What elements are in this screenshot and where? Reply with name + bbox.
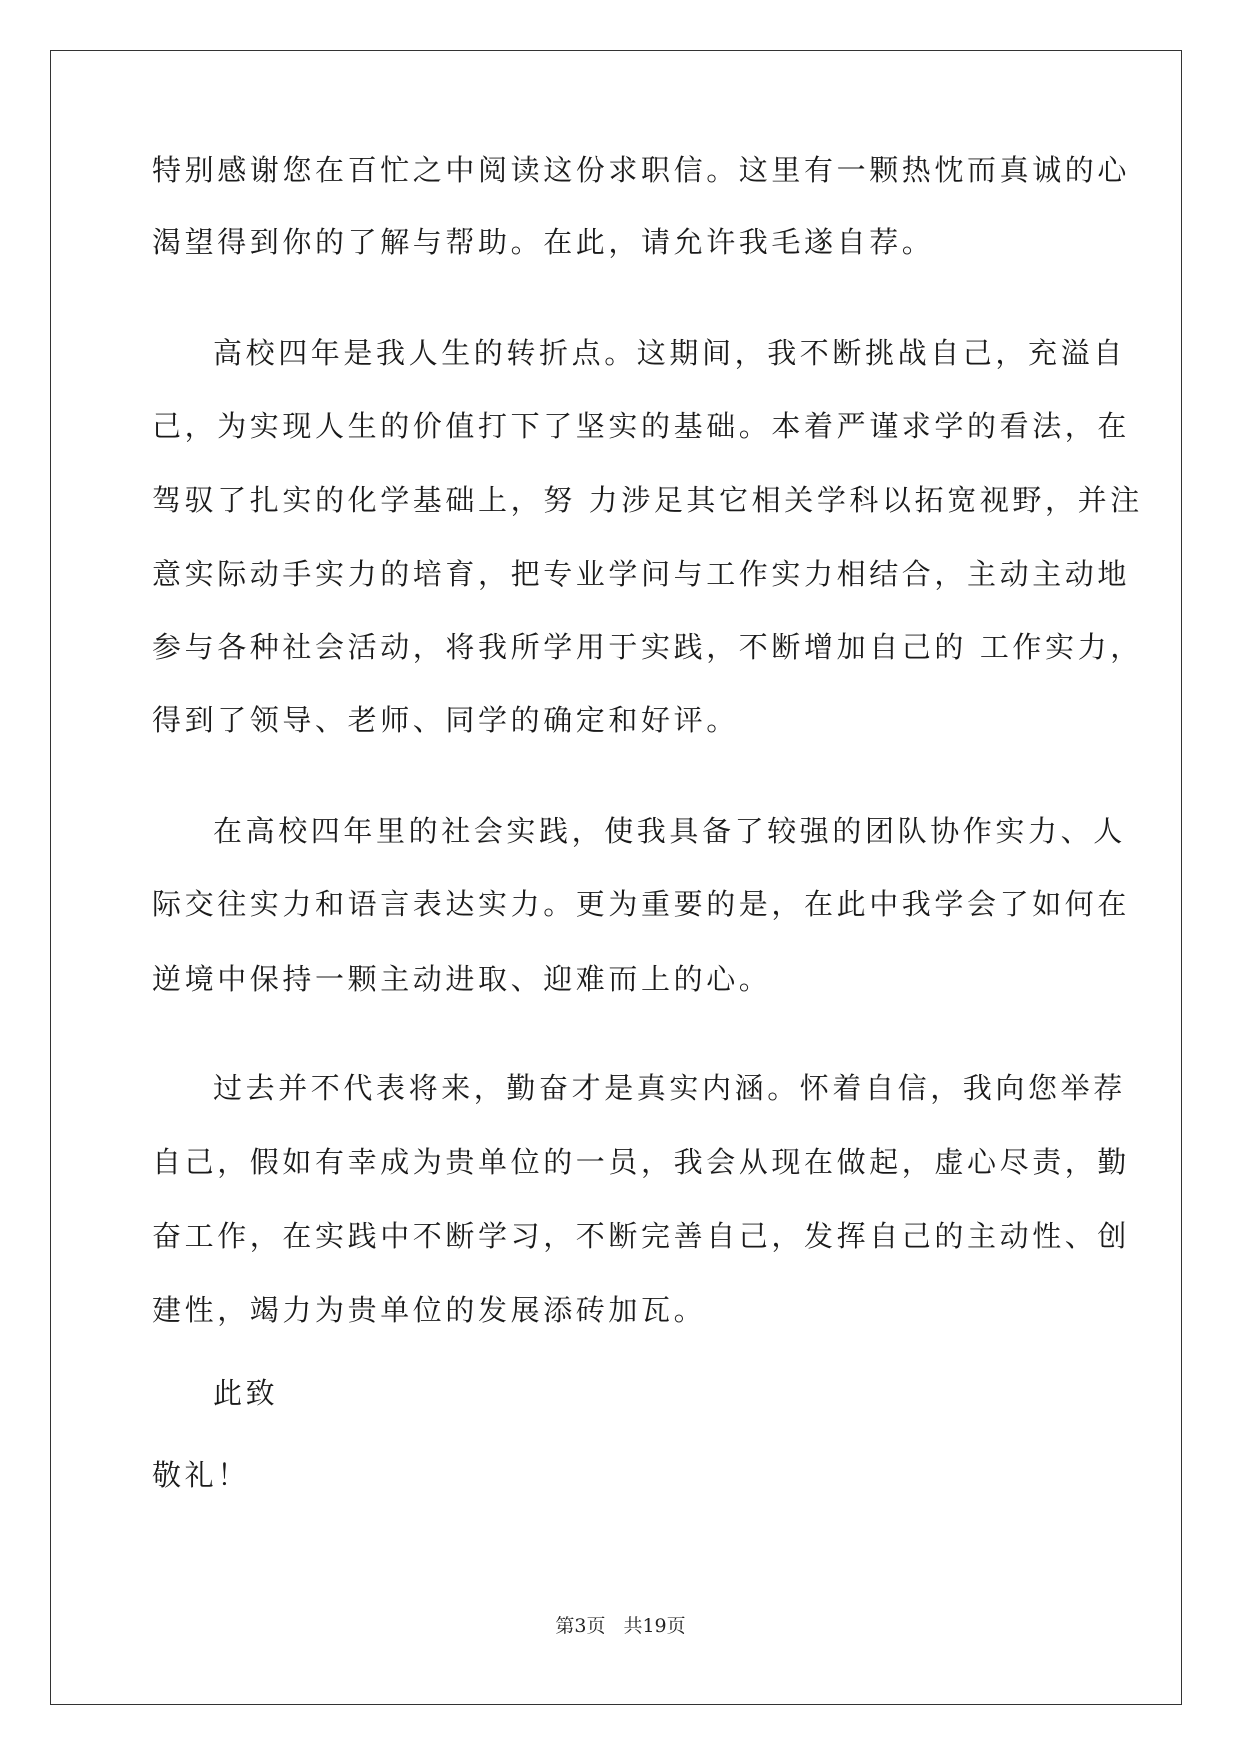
salutation-line: 敬礼！ (152, 1458, 250, 1492)
text-line: 驾驭了扎实的化学基础上，努 力涉足其它相关学科以拓宽视野，并注 (152, 483, 1143, 517)
page-footer (0, 1614, 1241, 1638)
text-line: 自己，假如有幸成为贵单位的一员，我会从现在做起，虚心尽责，勤 (152, 1145, 1131, 1179)
text-line: 过去并不代表将来，勤奋才是真实内涵。怀着自信，我向您举荐 (213, 1071, 1126, 1105)
text-line: 得到了领导、老师、同学的确定和好评。 (152, 703, 739, 737)
page-total: 共19页 (623, 1615, 686, 1637)
text-line: 高校四年是我人生的转折点。这期间，我不断挑战自己，充溢自 (213, 336, 1126, 370)
text-line: 己，为实现人生的价值打下了坚实的基础。本着严谨求学的看法，在 (152, 409, 1131, 443)
text-line: 特别感谢您在百忙之中阅读这份求职信。这里有一颗热忱而真诚的心 (152, 153, 1131, 187)
text-line: 际交往实力和语言表达实力。更为重要的是，在此中我学会了如何在 (152, 887, 1131, 921)
text-line: 在高校四年里的社会实践，使我具备了较强的团队协作实力、人 (213, 814, 1126, 848)
text-line: 逆境中保持一颗主动进取、迎难而上的心。 (152, 962, 772, 996)
text-line: 参与各种社会活动，将我所学用于实践，不断增加自己的 工作实力， (152, 630, 1143, 664)
text-line: 意实际动手实力的培育，把专业学问与工作实力相结合，主动主动地 (152, 557, 1131, 591)
page-number: 第3页 (555, 1615, 606, 1637)
text-line: 渴望得到你的了解与帮助。在此，请允许我毛遂自荐。 (152, 225, 935, 259)
text-line: 奋工作，在实践中不断学习，不断完善自己，发挥自己的主动性、创 (152, 1219, 1131, 1253)
text-line: 建性，竭力为贵单位的发展添砖加瓦。 (152, 1293, 707, 1327)
closing-line: 此致 (213, 1376, 279, 1410)
